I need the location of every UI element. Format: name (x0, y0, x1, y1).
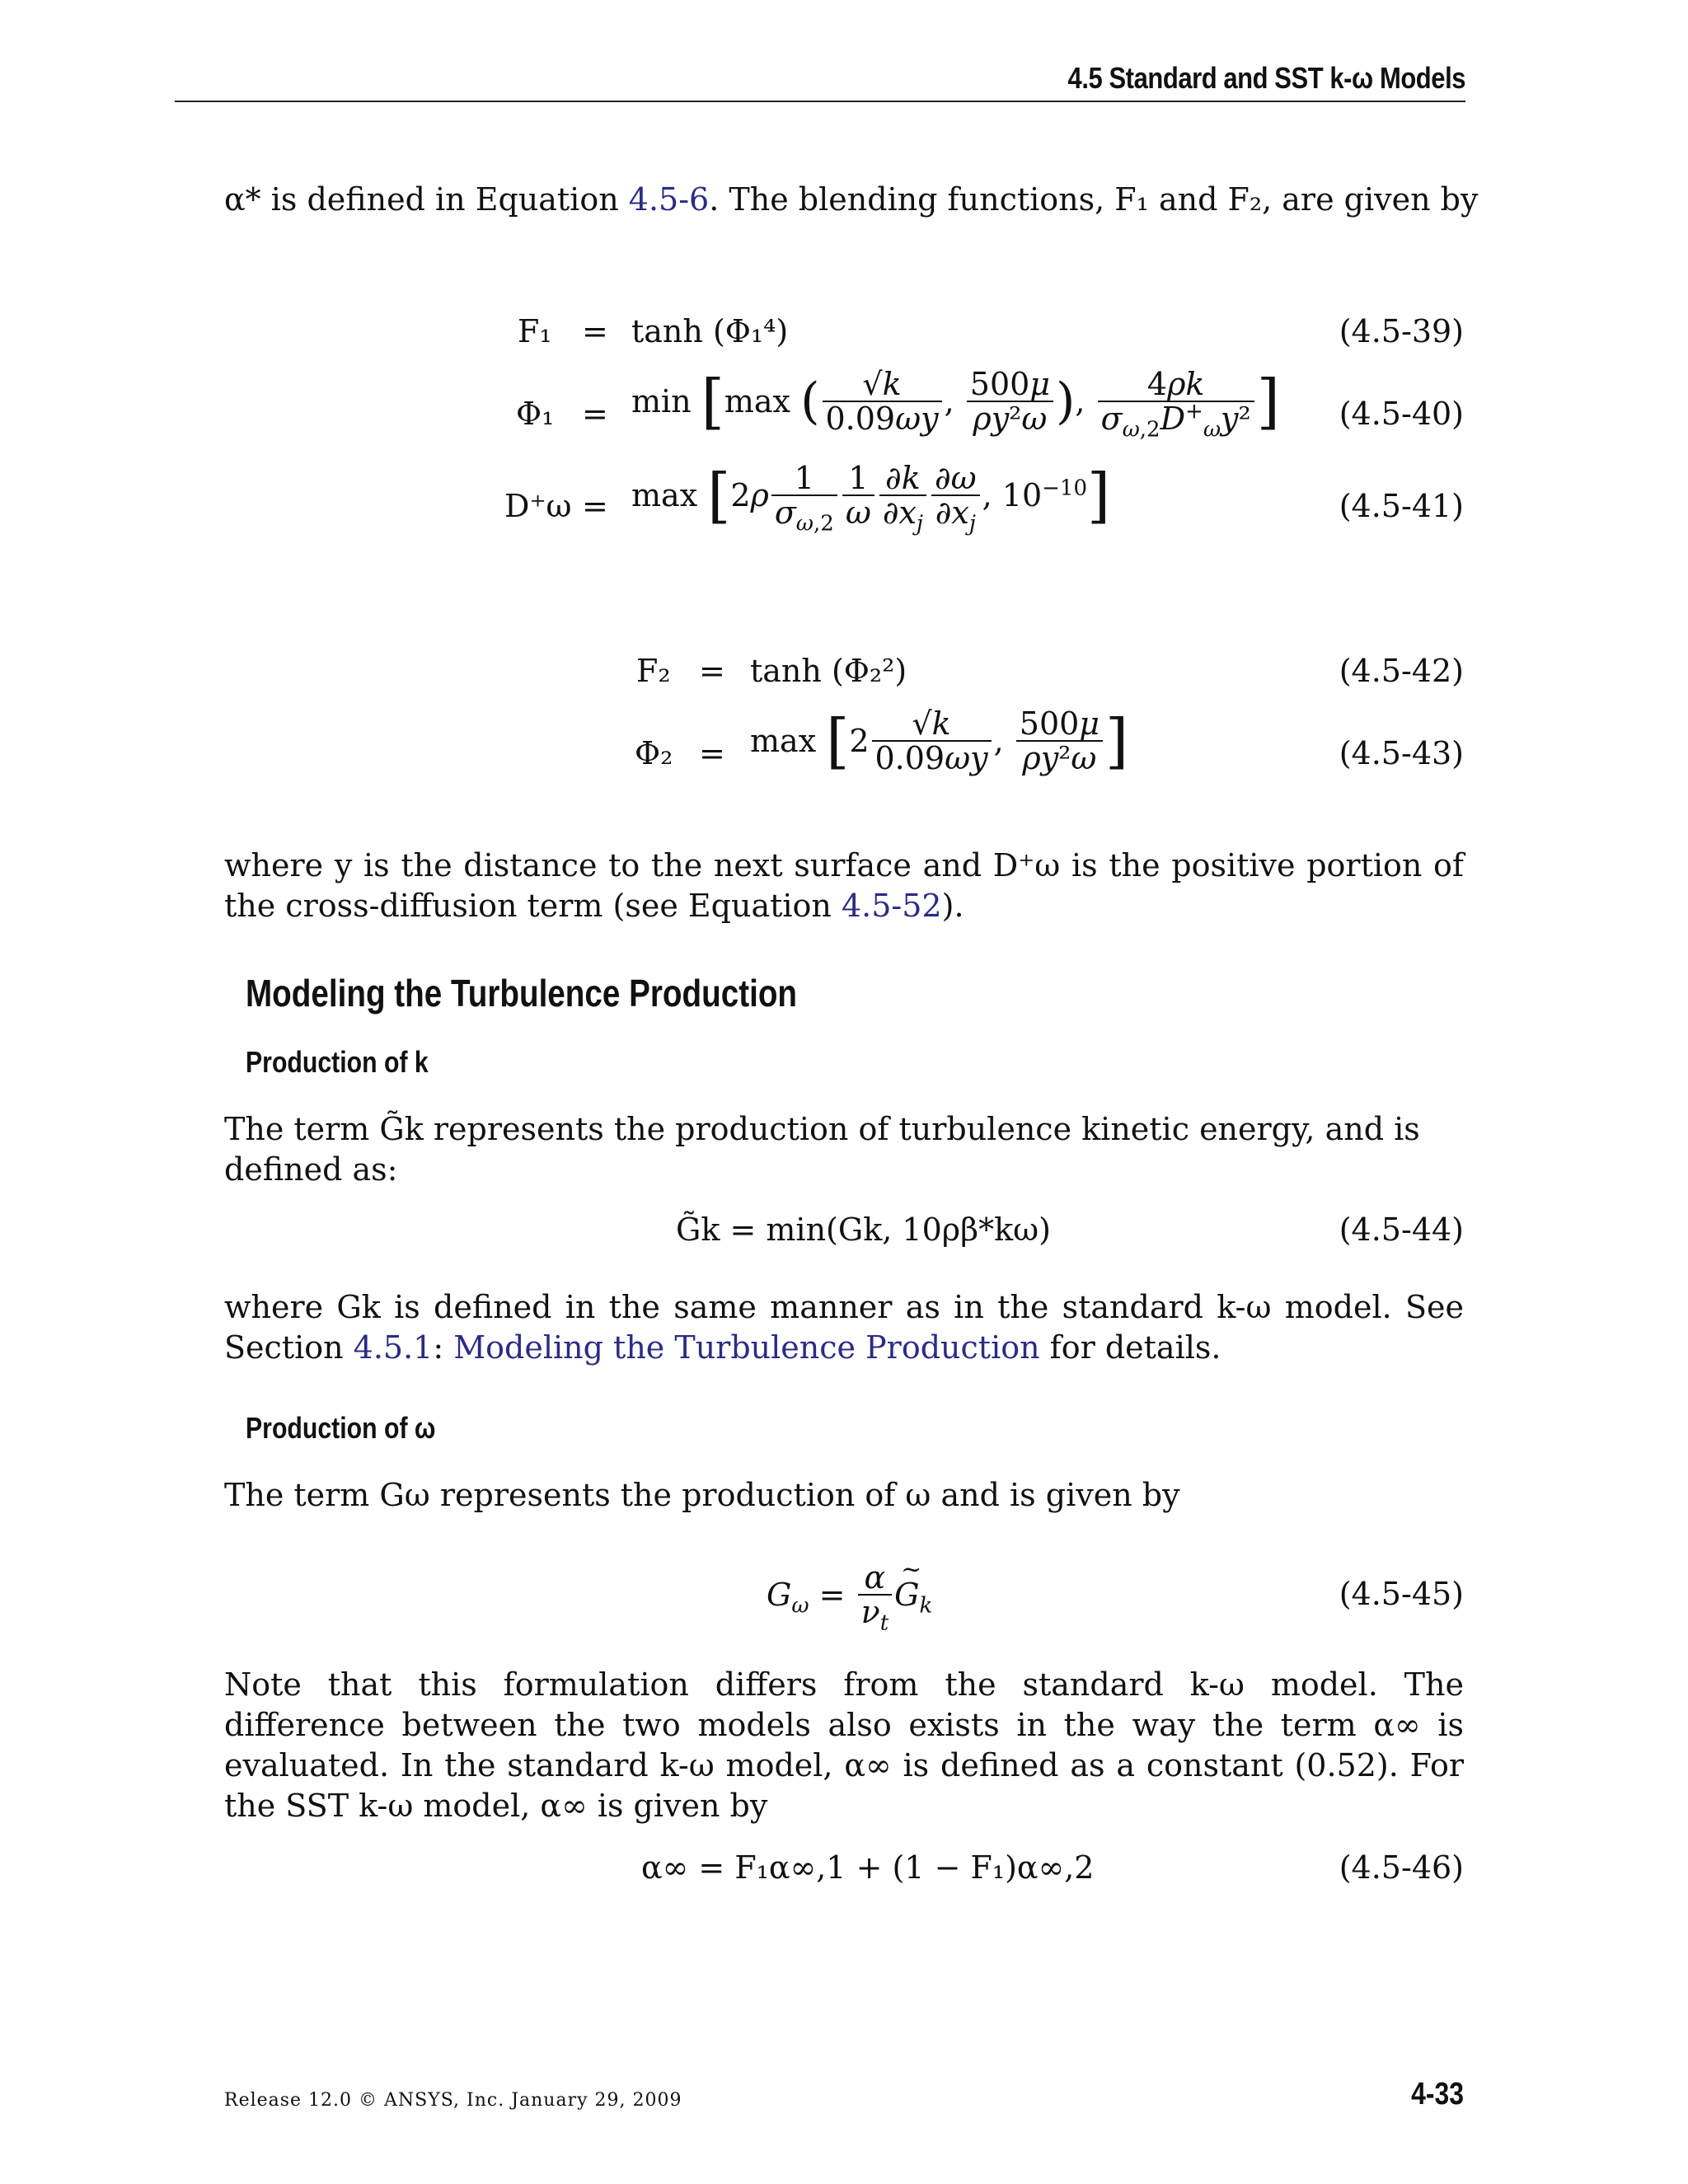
frac-sqrtk-over-009wy: $\frac{√k}{0.09\omega y}$ (823, 368, 942, 435)
subheading-production-omega: Production of ω (246, 1411, 436, 1445)
eq-42-number: (4.5-42) (1339, 653, 1464, 689)
section-link-modeling-turbulence-production[interactable]: Modeling the Turbulence Production (453, 1329, 1040, 1366)
eq-40-lhs: Φ₁ (516, 396, 555, 432)
frac-500mu-over-rhoy2w-2: $\frac{500\mu}{\text{ρy²ω}}$ (1016, 707, 1103, 775)
eq-44-body: G̃k = min(Gk, 10ρβ*kω) (676, 1212, 1051, 1248)
eq-46-number: (4.5-46) (1339, 1849, 1464, 1886)
eq-43-equals: = (699, 735, 725, 771)
production-omega-paragraph: The term Gω represents the production of ω and is given by (224, 1477, 1180, 1513)
eq-46-body: α∞ = F₁α∞,1 + (1 − F₁)α∞,2 (641, 1849, 1095, 1886)
footer-release: Release 12.0 © ANSYS, Inc. January 29, 2009 (224, 2090, 682, 2111)
eq-41-rhs: max [2ρ $\frac{1}{\sigma_{\omega,2}}$ $\frac{1}{\omega}$ $\frac{\partial k}{\partial x_j}$ $\frac{\partial\omega}{\partial x_j}$ , $10^{-10}$] (631, 460, 1111, 537)
eq-45-body: $G_\omega$ = $\frac{\alpha}{\nu_t}$ ~ $G_k$ (767, 1561, 932, 1629)
eq-39-lhs: F₁ (518, 313, 552, 349)
eq-42-rhs: tanh (Φ₂²) (750, 653, 907, 689)
eq-43-number: (4.5-43) (1339, 735, 1464, 771)
production-k-paragraph: The term G̃k represents the production of turbulence kinetic energy, and is defined as: (224, 1111, 1420, 1188)
eq-40-equals: = (582, 396, 608, 432)
note-paragraph: Note that this formulation differs from the standard k-ω model. The difference between the two models also exists in the way the term α∞ is evaluated. In the standard k-ω model, α∞ is defined as a constant (0.52). For the SST k-ω model, α∞ is given by (224, 1666, 1464, 1824)
eq-45-number: (4.5-45) (1339, 1576, 1464, 1612)
gk-text-post: for details. (1039, 1329, 1221, 1366)
gk-text-pre: where Gk is defined in the same manner as in the standard k-ω model. See Section (224, 1289, 1464, 1366)
eq-link-4-5-6[interactable]: 4.5-6 (628, 181, 710, 218)
frac-1-over-omega: $\frac{1}{\omega}$ (842, 462, 874, 529)
eq-42-equals: = (699, 653, 725, 689)
where-y-text: where y is the distance to the next surface and D⁺ω is the positive portion of the cross-diffusion term (see Equation (224, 847, 1464, 924)
eq-41-lhs: D⁺ω (504, 488, 572, 524)
frac-1-over-sigma: $\frac{1}{\sigma_{\omega,2}}$ (771, 462, 837, 529)
eq-44-number: (4.5-44) (1339, 1212, 1464, 1248)
section-heading: Modeling the Turbulence Production (246, 972, 798, 1015)
intro-text-post: . The blending functions, F₁ and F₂, are given by (709, 181, 1479, 218)
gk-link-sep: : (433, 1329, 454, 1366)
eq-43-rhs: max [2 $\frac{√k}{0.09\omega y}$ , $\frac{500\mu}{\text{ρy²ω}}$ ] (750, 705, 1129, 776)
eq-40-number: (4.5-40) (1339, 396, 1464, 432)
frac-dk-dxj: $\frac{\partial k}{\partial x_j}$ (879, 462, 926, 529)
eq-40-rhs: min [max ( $\frac{√k}{0.09\omega y}$ , $\frac{500\mu}{\text{ρy²ω}}$ ), $\frac{4\rho k}{\sigma_{\omega,2}D^+_\omega y^2}$ ] (631, 366, 1280, 443)
eq-39-equals: = (582, 313, 608, 349)
eq-link-4-5-52[interactable]: 4.5-52 (841, 888, 942, 924)
eq-41-equals: = (582, 488, 608, 524)
frac-dw-dxj: $\frac{\partial\omega}{\partial x_j}$ (931, 462, 980, 529)
frac-500mu-over-rhoy2w: $\frac{500\mu}{\text{ρy²ω}}$ (967, 368, 1053, 435)
intro-text-pre: α* is defined in Equation (224, 181, 629, 218)
section-link-4-5-1[interactable]: 4.5.1 (353, 1329, 434, 1366)
eq-39-number: (4.5-39) (1339, 313, 1464, 349)
gk-paragraph (224, 1287, 1464, 1368)
frac-4rhok-over-sigma-dw-y2: $\frac{4\rho k}{\sigma_{\omega,2}D^+_\omega y^2}$ (1098, 368, 1254, 435)
frac-alpha-over-nut: $\frac{\alpha}{\nu_t}$ (858, 1561, 893, 1629)
header-rule (175, 101, 1465, 102)
running-header: 4.5 Standard and SST k-ω Models (1067, 61, 1465, 95)
eq-39-rhs: tanh (Φ₁⁴) (631, 313, 789, 349)
page-number: 4-33 (1411, 2077, 1464, 2111)
intro-paragraph (224, 180, 1478, 220)
where-y-close: ). (941, 888, 964, 924)
eq-43-lhs: Φ₂ (635, 735, 673, 771)
eq-41-number: (4.5-41) (1339, 488, 1464, 524)
where-y-paragraph (224, 846, 1464, 926)
frac-sqrtk-over-009wy-2: $\frac{√k}{0.09\omega y}$ (872, 707, 992, 775)
subheading-production-k: Production of k (246, 1045, 429, 1079)
eq-42-lhs: F₂ (636, 653, 671, 689)
